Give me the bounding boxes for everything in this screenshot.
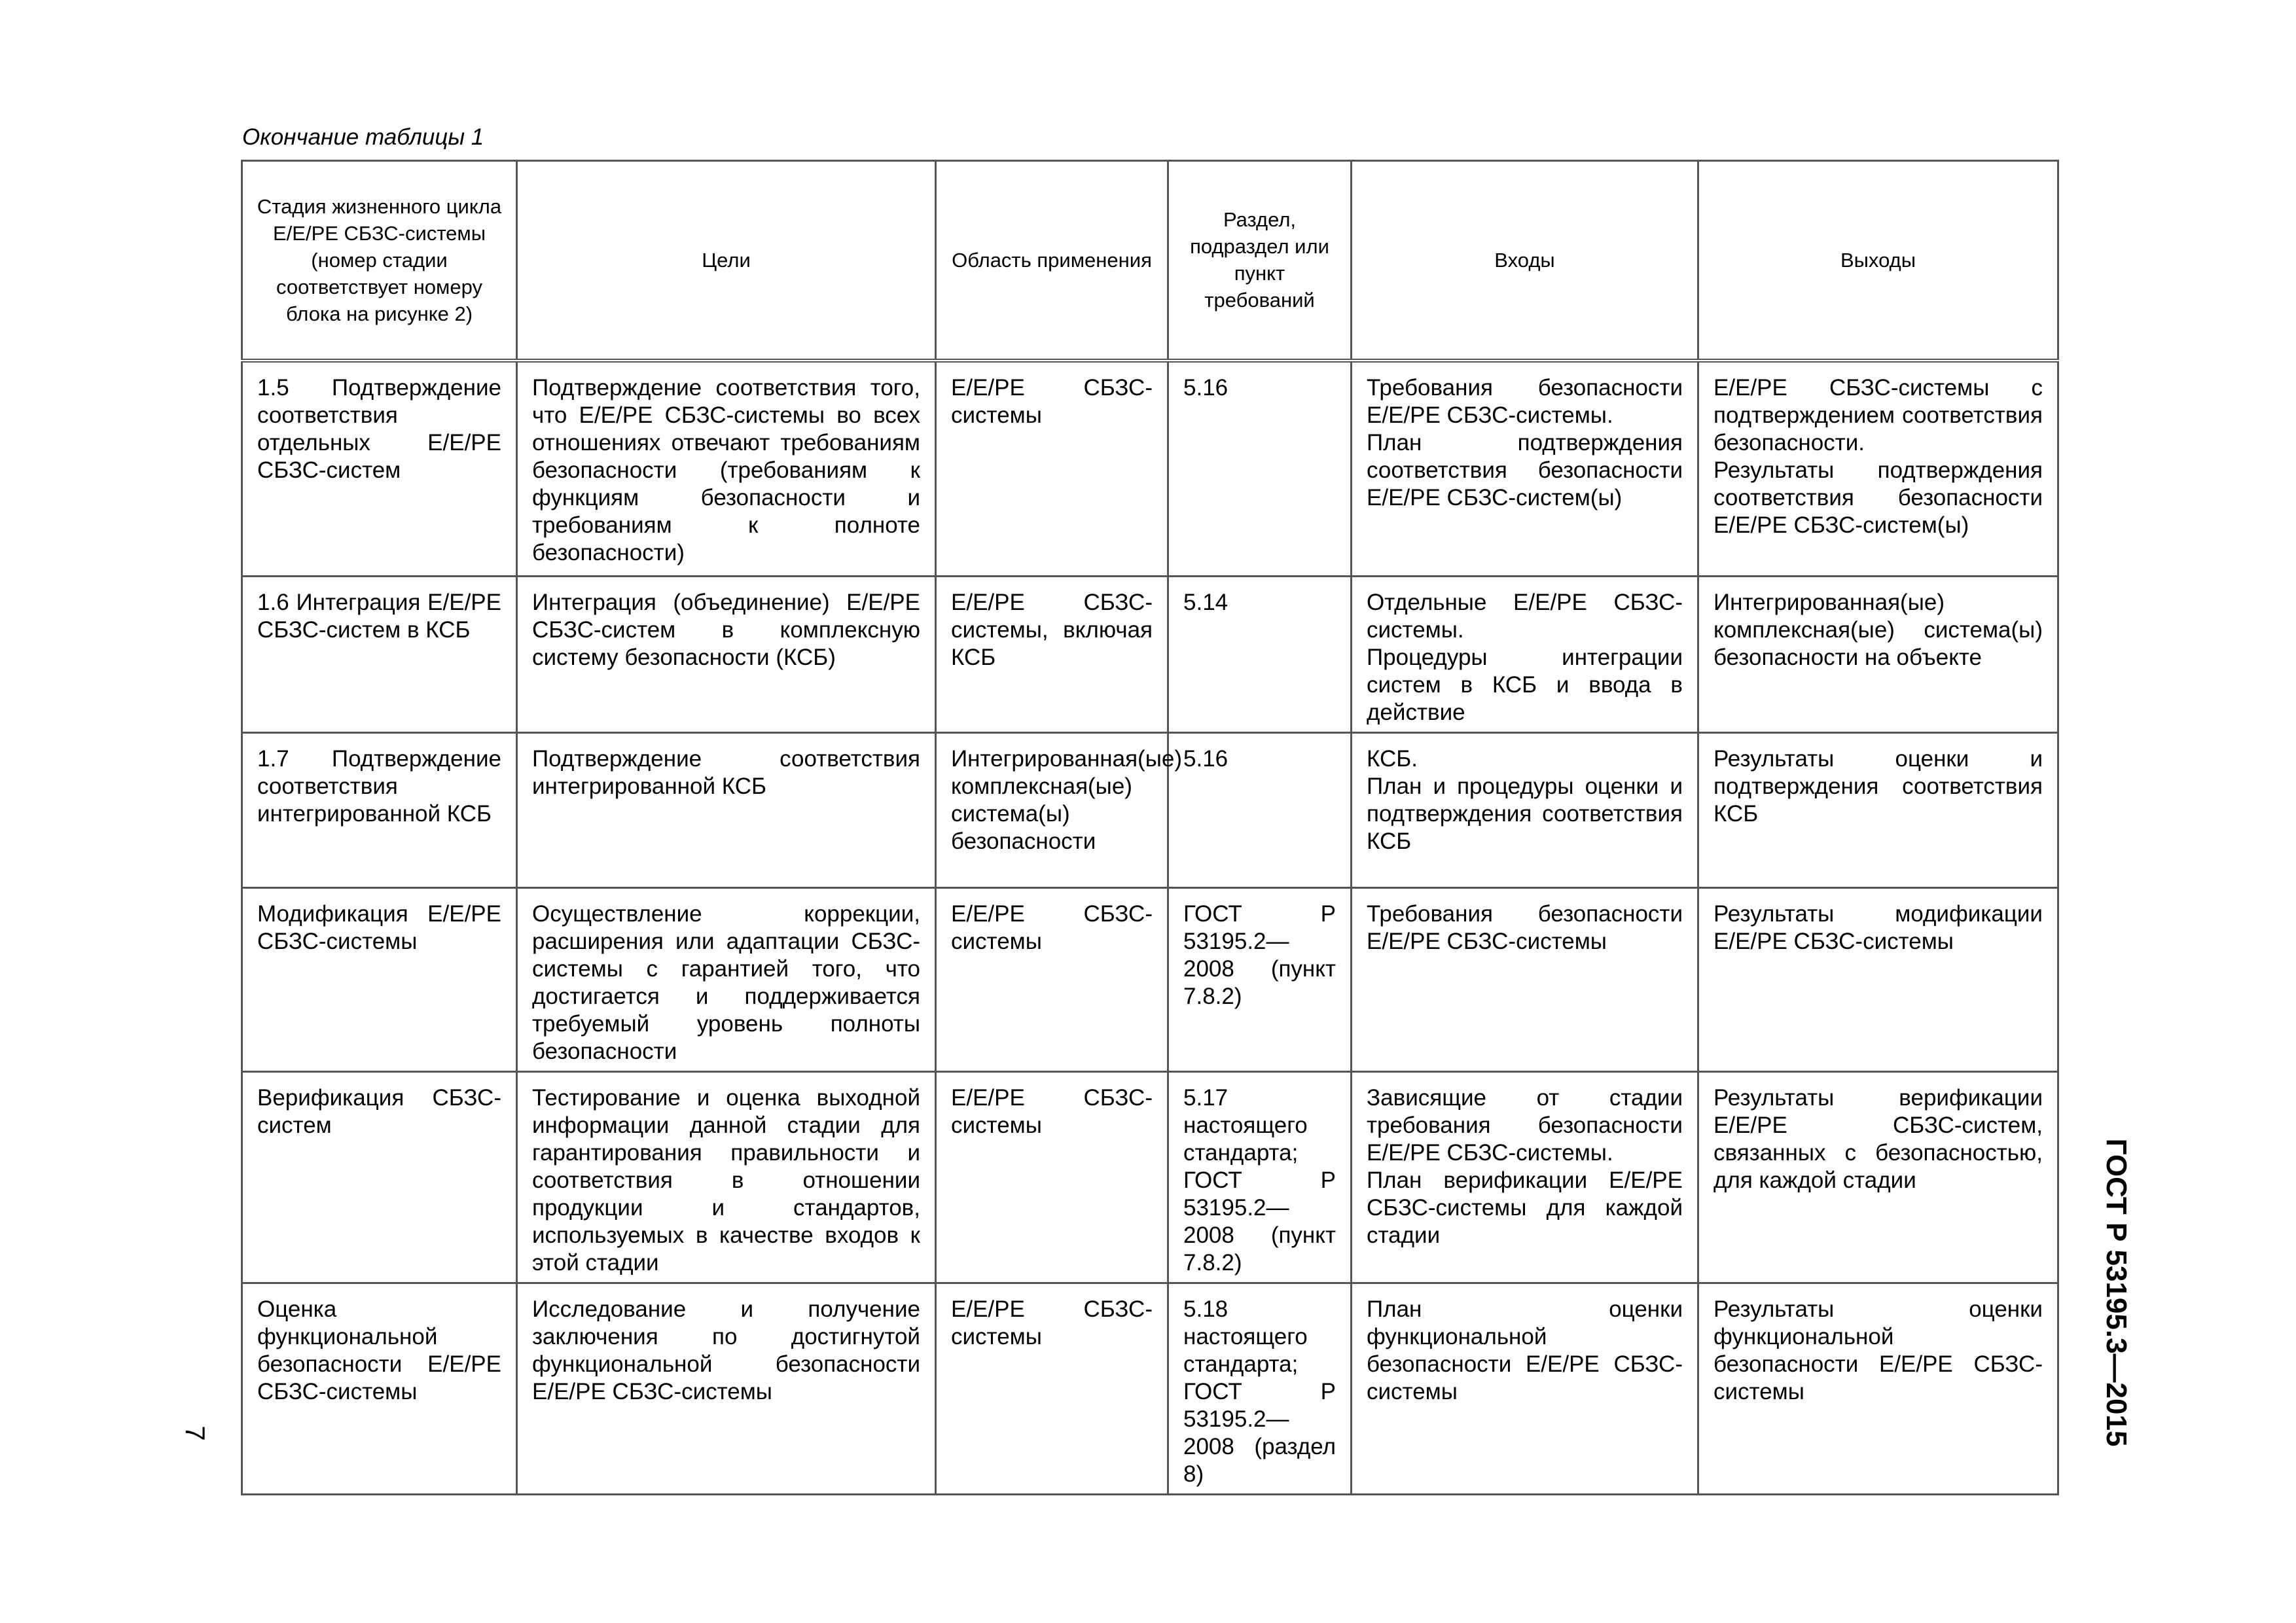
table-row — [242, 1283, 2058, 1495]
goals-cell: Подтверждение соответствия интегрированной КСБ — [517, 733, 936, 888]
outputs-line: Результаты оценки функциональной безопасности E/E/PE СБЗС-системы — [1713, 1296, 2043, 1404]
header-outputs: Выходы — [1698, 161, 2058, 361]
header-inputs: Входы — [1352, 161, 1698, 361]
table-row — [242, 577, 2058, 733]
section-cell: 5.16 — [1168, 361, 1352, 577]
lifecycle-table — [241, 160, 2059, 1495]
goals-cell: Тестирование и оценка выходной информации данной стадии для гарантирования правильности и соответствия в отношении продукции и стандартов, используемых в качестве входов к этой стадии — [517, 1072, 936, 1283]
outputs-line: Результаты подтверждения соответствия безопасности E/E/PE СБЗС-систем(ы) — [1713, 457, 2043, 538]
inputs-cell — [1352, 1283, 1698, 1495]
stage-cell: Верификация СБЗС-систем — [242, 1072, 517, 1283]
table-caption: Окончание таблицы 1 — [242, 124, 484, 150]
document-designation-text: ГОСТ Р 53195.3—2015 — [2100, 1138, 2132, 1447]
header-stage: Стадия жизненного цикла E/E/PE СБЗС-системы (номер стадии соответствует номеру блока на рисунке 2) — [242, 161, 517, 361]
scope-cell: E/E/PE СБЗС-системы — [936, 888, 1168, 1072]
page-number — [175, 1410, 215, 1456]
table-row — [242, 1072, 2058, 1283]
inputs-line: Зависящие от стадии требования безопасности E/E/PE СБЗС-системы. — [1367, 1085, 1683, 1166]
goals-cell: Подтверждение соответствия того, что E/E/PE СБЗС-системы во всех отношениях отвечают требованиям безопасности (требованиям к функциям безопасности и требованиям к полноте безопасности) — [517, 361, 936, 577]
outputs-line: Результаты оценки и подтверждения соответствия КСБ — [1713, 746, 2043, 827]
section-cell: 5.16 — [1168, 733, 1352, 888]
scope-cell: Интегрированная(ые) комплексная(ые) система(ы) безопасности — [936, 733, 1168, 888]
scope-cell: E/E/PE СБЗС-системы — [936, 361, 1168, 577]
table-header-row — [242, 161, 2058, 361]
inputs-line: План и процедуры оценки и подтверждения соответствия КСБ — [1367, 774, 1683, 854]
header-goals: Цели — [517, 161, 936, 361]
section-cell: ГОСТ Р 53195.2—2008 (пункт 7.8.2) — [1168, 888, 1352, 1072]
scope-cell: E/E/PE СБЗС-системы — [936, 1283, 1168, 1495]
stage-cell: 1.6 Интеграция E/E/PE СБЗС-систем в КСБ — [242, 577, 517, 733]
outputs-cell — [1698, 888, 2058, 1072]
header-scope: Область применения — [936, 161, 1168, 361]
section-cell: 5.17 настоящего стандарта; ГОСТ Р 53195.2—2008 (пункт 7.8.2) — [1168, 1072, 1352, 1283]
outputs-cell — [1698, 1283, 2058, 1495]
outputs-cell — [1698, 361, 2058, 577]
stage-cell: 1.7 Подтверждение соответствия интегрированной КСБ — [242, 733, 517, 888]
goals-cell: Интеграция (объединение) E/E/PE СБЗС-систем в комплексную систему безопасности (КСБ) — [517, 577, 936, 733]
inputs-line: Отдельные E/E/PE СБЗС-системы. — [1367, 590, 1683, 643]
stage-cell: Оценка функциональной безопасности E/E/PE СБЗС-системы — [242, 1283, 517, 1495]
inputs-line: Требования безопасности E/E/PE СБЗС-системы. — [1367, 374, 1683, 428]
inputs-cell — [1352, 1072, 1698, 1283]
section-cell: 5.14 — [1168, 577, 1352, 733]
section-cell: 5.18 настоящего стандарта; ГОСТ Р 53195.2—2008 (раздел 8) — [1168, 1283, 1352, 1495]
stage-cell: 1.5 Подтверждение соответствия отдельных E/E/PE СБЗС-систем — [242, 361, 517, 577]
inputs-cell — [1352, 733, 1698, 888]
inputs-cell — [1352, 577, 1698, 733]
inputs-cell — [1352, 361, 1698, 577]
goals-cell: Осуществление коррекции, расширения или адаптации СБЗС-системы с гарантией того, что достигается и поддерживается требуемый уровень полноты безопасности — [517, 888, 936, 1072]
table-row — [242, 361, 2058, 577]
inputs-cell — [1352, 888, 1698, 1072]
outputs-cell — [1698, 1072, 2058, 1283]
document-designation — [2073, 1138, 2159, 1447]
outputs-cell — [1698, 733, 2058, 888]
scope-cell: E/E/PE СБЗС-системы — [936, 1072, 1168, 1283]
header-section: Раздел, подраздел или пункт требований — [1168, 161, 1352, 361]
outputs-cell — [1698, 577, 2058, 733]
table-row — [242, 733, 2058, 888]
page-number-text: 7 — [180, 1425, 211, 1441]
scope-cell: E/E/PE СБЗС-системы, включая КСБ — [936, 577, 1168, 733]
goals-cell: Исследование и получение заключения по достигнутой функциональной безопасности E/E/PE СБЗС-системы — [517, 1283, 936, 1495]
inputs-line: Требования безопасности E/E/PE СБЗС-системы — [1367, 901, 1683, 954]
outputs-line: E/E/PE СБЗС-системы с подтверждением соответствия безопасности. — [1713, 374, 2043, 455]
inputs-line: Процедуры интеграции систем в КСБ и ввода в действие — [1367, 645, 1683, 725]
inputs-line: План верификации E/E/PE СБЗС-системы для каждой стадии — [1367, 1168, 1683, 1248]
outputs-line: Результаты модификации E/E/PE СБЗС-системы — [1713, 901, 2043, 954]
stage-cell: Модификация E/E/PE СБЗС-системы — [242, 888, 517, 1072]
inputs-line: План подтверждения соответствия безопасности E/E/PE СБЗС-систем(ы) — [1367, 429, 1683, 510]
outputs-line: Интегрированная(ые) комплексная(ые) система(ы) безопасности на объекте — [1713, 590, 2043, 670]
inputs-line: КСБ. — [1367, 746, 1418, 772]
outputs-line: Результаты верификации E/E/PE СБЗС-систем, связанных с безопасностью, для каждой стадии — [1713, 1085, 2043, 1193]
inputs-line: План оценки функциональной безопасности E/E/PE СБЗС-системы — [1367, 1296, 1683, 1404]
table-row — [242, 888, 2058, 1072]
